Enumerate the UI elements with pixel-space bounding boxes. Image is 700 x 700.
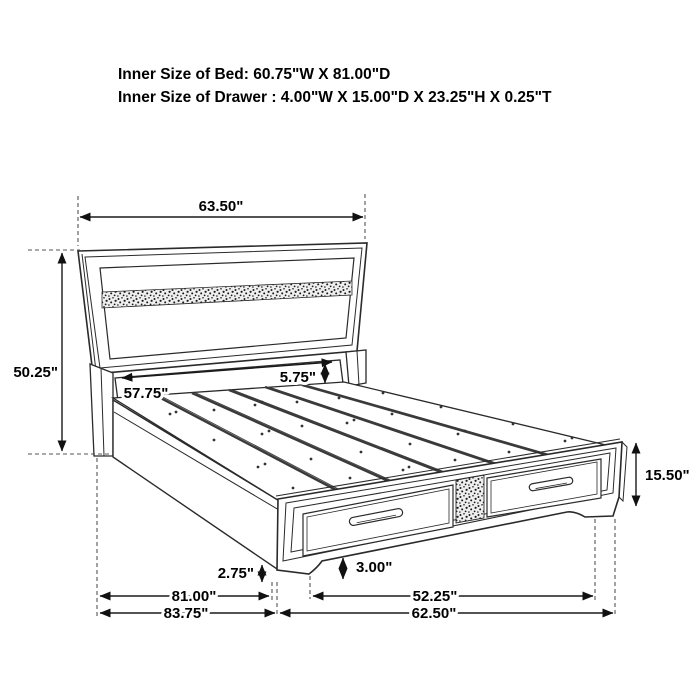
footboard-sparkle-stile [456,475,484,523]
inner-size-bed-text: Inner Size of Bed: 60.75"W X 81.00"D [118,66,391,83]
dim-foot-clearance: 3.00" [356,559,393,576]
dim-rail-height: 5.75" [279,369,316,386]
dim-bed-inner-depth: 81.00" [171,588,217,605]
dim-bed-outer-depth: 83.75" [163,605,209,622]
inner-size-drawer-text: Inner Size of Drawer : 4.00"W X 15.00"D X 23.25"H X 0.25"T [118,89,552,106]
dim-rail-width: 57.75" [123,385,169,402]
dim-footboard-height: 15.50" [645,467,690,484]
dim-drawer-section-width: 52.25" [412,588,458,605]
dim-footboard-width: 62.50" [411,605,457,622]
dim-headboard-height: 50.25" [13,364,58,381]
dim-side-rail-clearance: 2.75" [217,565,254,582]
dim-headboard-width: 63.50" [198,198,244,215]
headboard-right-leg [346,350,366,386]
